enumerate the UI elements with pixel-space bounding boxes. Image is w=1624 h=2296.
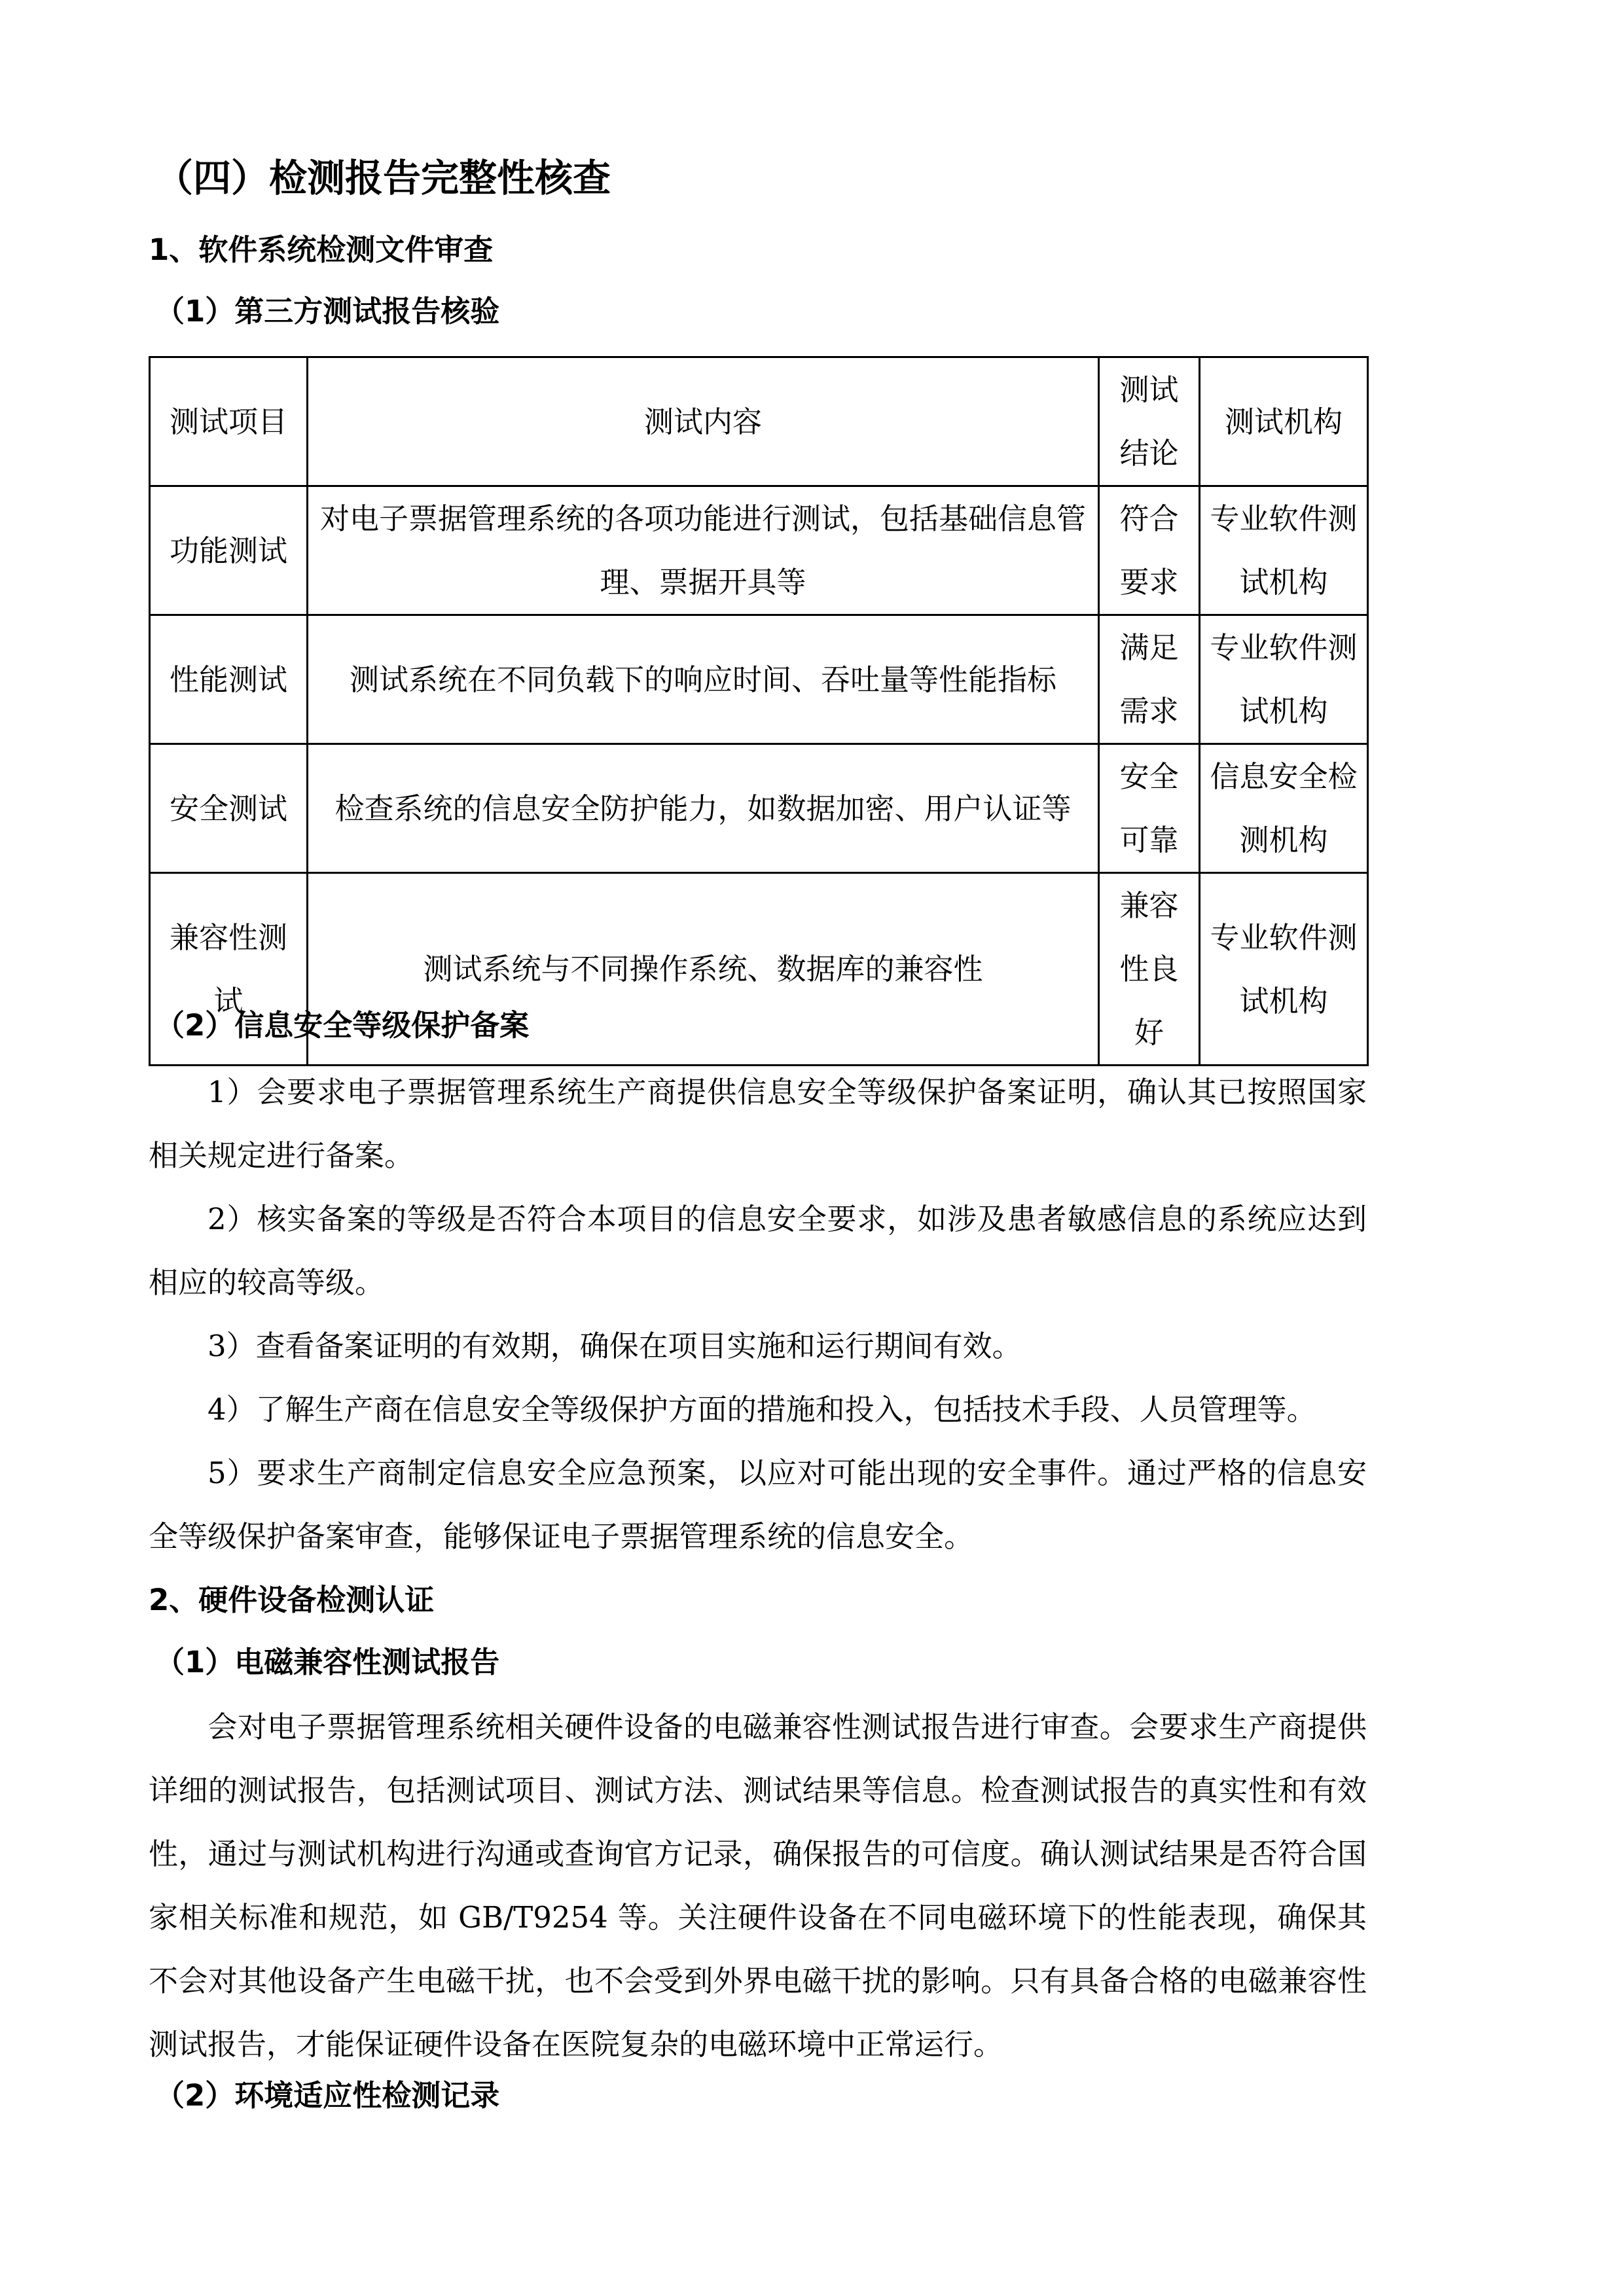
table-row [150,615,1368,744]
item-title-emc-report: （1）电磁兼容性测试报告 [155,1645,500,1679]
paragraph-filing-1: 1）会要求电子票据管理系统生产商提供信息安全等级保护备案证明，确认其已按照国家相关规定进行备案。 [149,1075,1367,1173]
table-header-row [150,357,1368,486]
test-report-table [149,356,1369,1066]
cell-test-conclusion: 兼容性良好 [1099,873,1200,1066]
subsection-title-software: 1、软件系统检测文件审查 [149,232,494,267]
cell-test-content: 对电子票据管理系统的各项功能进行测试，包括基础信息管理、票据开具等 [308,486,1099,615]
paragraph-filing-4: 4）了解生产商在信息安全等级保护方面的措施和投入，包括技术手段、人员管理等。 [208,1392,1316,1427]
paragraph-filing-2: 2）核实备案的等级是否符合本项目的信息安全要求，如涉及患者敏感信息的系统应达到相应的较高等级。 [149,1202,1367,1300]
cell-test-conclusion: 安全可靠 [1099,744,1200,873]
header-test-conclusion: 测试结论 [1099,357,1200,486]
section-title: （四）检测报告完整性核查 [155,156,611,200]
cell-test-conclusion: 满足需求 [1099,615,1200,744]
header-test-agency: 测试机构 [1200,357,1368,486]
cell-test-item: 功能测试 [150,486,308,615]
cell-test-agency: 专业软件测试机构 [1200,873,1368,1066]
cell-test-content: 检查系统的信息安全防护能力，如数据加密、用户认证等 [308,744,1099,873]
item-title-security-filing: （2）信息安全等级保护备案 [155,1008,530,1043]
header-test-item: 测试项目 [150,357,308,486]
cell-test-item: 兼容性测试 [150,873,308,1066]
table-row [150,744,1368,873]
paragraph-filing-5: 5）要求生产商制定信息安全应急预案，以应对可能出现的安全事件。通过严格的信息安全等级保护备案审查，能够保证电子票据管理系统的信息安全。 [149,1456,1367,1554]
paragraph-emc: 会对电子票据管理系统相关硬件设备的电磁兼容性测试报告进行审查。会要求生产商提供详细的测试报告，包括测试项目、测试方法、测试结果等信息。检查测试报告的真实性和有效性，通过与测试机构进行沟通或查询官方记录，确保报告的可信度。确认测试结果是否符合国家相关标准和规范，如 GB/T9254 等。关注硬件设备在不同电磁环境下的性能表现，确保其不会对其他设备产生电磁干扰，也不会受到外界电磁干扰的影响。只有具备合格的电磁兼容性测试报告，才能保证硬件设备在医院复杂的电磁环境中正常运行。 [149,1710,1367,2062]
cell-test-item: 安全测试 [150,744,308,873]
cell-test-content: 测试系统与不同操作系统、数据库的兼容性 [308,873,1099,1066]
paragraph-filing-3: 3）查看备案证明的有效期，确保在项目实施和运行期间有效。 [208,1329,1022,1363]
cell-test-agency: 信息安全检测机构 [1200,744,1368,873]
table-row [150,486,1368,615]
cell-test-conclusion: 符合要求 [1099,486,1200,615]
cell-test-content: 测试系统在不同负载下的响应时间、吞吐量等性能指标 [308,615,1099,744]
cell-test-item: 性能测试 [150,615,308,744]
header-test-content: 测试内容 [308,357,1099,486]
cell-test-agency: 专业软件测试机构 [1200,486,1368,615]
item-title-environment-record: （2）环境适应性检测记录 [155,2078,500,2113]
cell-test-agency: 专业软件测试机构 [1200,615,1368,744]
subsection-title-hardware: 2、硬件设备检测认证 [149,1583,435,1617]
item-title-third-party-report: （1）第三方测试报告核验 [155,294,500,329]
